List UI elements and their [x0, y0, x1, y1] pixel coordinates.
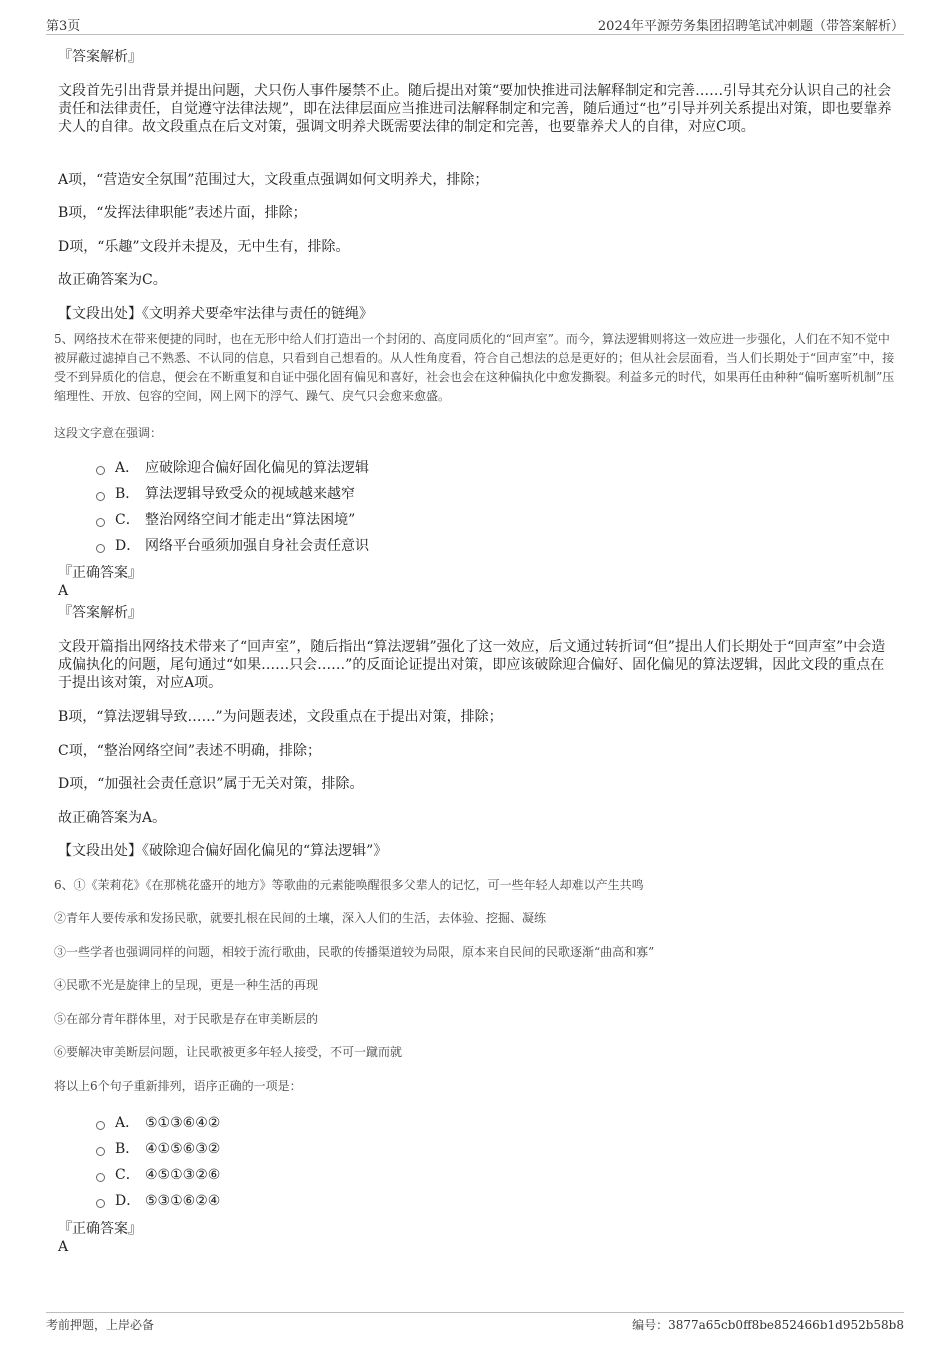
- option-text: ④①⑤⑥③②: [145, 1141, 221, 1157]
- option-letter: C．: [115, 512, 140, 528]
- q5-answer-label: 『正确答案』: [58, 565, 142, 581]
- document-code: 编号：3877a65cb0ff8be852466b1d952b58b8: [632, 1318, 904, 1332]
- q5-answer: A: [58, 583, 69, 599]
- q4-analysis-label: 『答案解析』: [58, 49, 142, 65]
- radio-icon[interactable]: [96, 1121, 105, 1130]
- q6-prompt: 将以上6个句子重新排列，语序正确的一项是：: [54, 1079, 302, 1093]
- q4-source: 【文段出处】《文明养犬要牵牢法律与责任的链绳》: [58, 306, 373, 322]
- option-letter: D．: [115, 1193, 141, 1209]
- radio-icon[interactable]: [96, 1173, 105, 1182]
- q5-option-c[interactable]: [96, 509, 355, 531]
- q6-option-b[interactable]: [96, 1138, 220, 1160]
- option-letter: A．: [115, 460, 140, 476]
- q5-option-a[interactable]: [96, 457, 369, 479]
- radio-icon[interactable]: [96, 1147, 105, 1156]
- option-text: 算法逻辑导致受众的视域越来越窄: [145, 486, 355, 502]
- q6-option-a[interactable]: [96, 1112, 220, 1134]
- radio-icon[interactable]: [96, 466, 105, 475]
- q6-sentence-6: ⑥要解决审美断层问题，让民歌被更多年轻人接受，不可一蹴而就: [54, 1045, 403, 1059]
- q4-option-a-note: A项，“营造安全氛围”范围过大，文段重点强调如何文明养犬，排除；: [58, 172, 489, 188]
- option-text: ⑤③①⑥②④: [145, 1193, 221, 1209]
- radio-icon[interactable]: [96, 1199, 105, 1208]
- q4-conclusion: 故正确答案为C。: [58, 272, 167, 288]
- page-number: 第3页: [46, 19, 81, 34]
- q6-answer: A: [58, 1239, 69, 1255]
- footer-slogan: 考前押题，上岸必备: [46, 1318, 155, 1332]
- q5-analysis: 文段开篇指出网络技术带来了“回声室”，随后指出“算法逻辑”强化了这一效应，后文通过转折词“但”提出人们长期处于“回声室”中会造成偏执化的问题，尾句通过“如果……只会……”的反面论证提出对策，即应该破除迎合偏好、固化偏见的算法逻辑，因此文段的重点在于提出该对策，对应A项。: [58, 639, 886, 691]
- q6-sentence-1: 6、①《茉莉花》《在那桃花盛开的地方》等歌曲的元素能唤醒很多父辈人的记忆，可一些年轻人却难以产生共鸣: [54, 878, 644, 892]
- option-text: 网络平台亟须加强自身社会责任意识: [145, 538, 369, 554]
- q6-answer-label: 『正确答案』: [58, 1221, 142, 1237]
- q5-option-b[interactable]: [96, 483, 355, 505]
- q5-prompt: 这段文字意在强调：: [54, 426, 163, 440]
- q5-source: 【文段出处】《破除迎合偏好固化偏见的“算法逻辑”》: [58, 843, 388, 859]
- option-letter: A．: [115, 1115, 140, 1131]
- q5-stem: 5、网络技术在带来便捷的同时，也在无形中给人们打造出一个封闭的、高度同质化的“回声室”。而今，算法逻辑则将这一效应进一步强化，人们在不知不觉中被屏蔽过滤掉自己不熟悉、不认同的信息，只看到自己想看的。从人性角度看，符合自己想法的总是更好的；但从社会层面看，当人们长期处于“回声室”中，接受不到异质化的信息，便会在不断重复和自证中强化固有偏见和喜好，社会也会在这种偏执化中愈发撕裂。利益多元的时代，如果再任由种种“偏听塞听机制”压缩理性、开放、包容的空间，网上网下的浮气、躁气、戾气只会愈来愈盛。: [54, 332, 895, 403]
- radio-icon[interactable]: [96, 544, 105, 553]
- q5-option-b-note: B项，“算法逻辑导致……”为问题表述，文段重点在于提出对策，排除；: [58, 709, 503, 725]
- document-title: 2024年平源劳务集团招聘笔试冲刺题（带答案解析）: [597, 19, 904, 34]
- option-text: ⑤①③⑥④②: [145, 1115, 221, 1131]
- option-text: 应破除迎合偏好固化偏见的算法逻辑: [145, 460, 369, 476]
- page-header: [46, 14, 904, 35]
- q5-option-d[interactable]: [96, 535, 369, 557]
- q5-analysis-label: 『答案解析』: [58, 605, 142, 621]
- q6-sentence-2: ②青年人要传承和发扬民歌，就要扎根在民间的土壤，深入人们的生活，去体验、挖掘、凝练: [54, 911, 547, 925]
- radio-icon[interactable]: [96, 492, 105, 501]
- q6-sentence-4: ④民歌不光是旋律上的呈现，更是一种生活的再现: [54, 978, 319, 992]
- q4-analysis: 文段首先引出背景并提出问题，犬只伤人事件屡禁不止。随后提出对策“要加快推进司法解释制定和完善……引导其充分认识自己的社会责任和法律责任，自觉遵守法律法规”，即在法律层面应当推进司法解释制定和完善，随后通过“也”引导并列关系提出对策，即也要靠养犬人的自律。故文段重点在后文对策，强调文明养犬既需要法律的制定和完善，也要靠养犬人的自律，对应C项。: [58, 83, 892, 135]
- q6-option-d[interactable]: [96, 1190, 220, 1212]
- radio-icon[interactable]: [96, 518, 105, 527]
- q4-option-b-note: B项，“发挥法律职能”表述片面，排除；: [58, 205, 307, 221]
- q5-conclusion: 故正确答案为A。: [58, 810, 167, 826]
- option-letter: B．: [115, 486, 140, 502]
- q6-option-c[interactable]: [96, 1164, 220, 1186]
- option-letter: C．: [115, 1167, 140, 1183]
- q4-option-d-note: D项，“乐趣”文段并未提及，无中生有，排除。: [58, 239, 350, 255]
- q6-sentence-5: ⑤在部分青年群体里，对于民歌是存在审美断层的: [54, 1012, 319, 1026]
- q5-option-c-note: C项，“整治网络空间”表述不明确，排除；: [58, 743, 322, 759]
- option-letter: D．: [115, 538, 141, 554]
- option-text: ④⑤①③②⑥: [145, 1167, 221, 1183]
- option-text: 整治网络空间才能走出“算法困境”: [145, 512, 356, 528]
- q6-sentence-3: ③一些学者也强调同样的问题，相较于流行歌曲，民歌的传播渠道较为局限，原本来自民间的民歌逐渐“曲高和寡”: [54, 945, 655, 959]
- option-letter: B．: [115, 1141, 140, 1157]
- page-footer: [46, 1312, 904, 1332]
- q5-option-d-note: D项，“加强社会责任意识”属于无关对策，排除。: [58, 776, 364, 792]
